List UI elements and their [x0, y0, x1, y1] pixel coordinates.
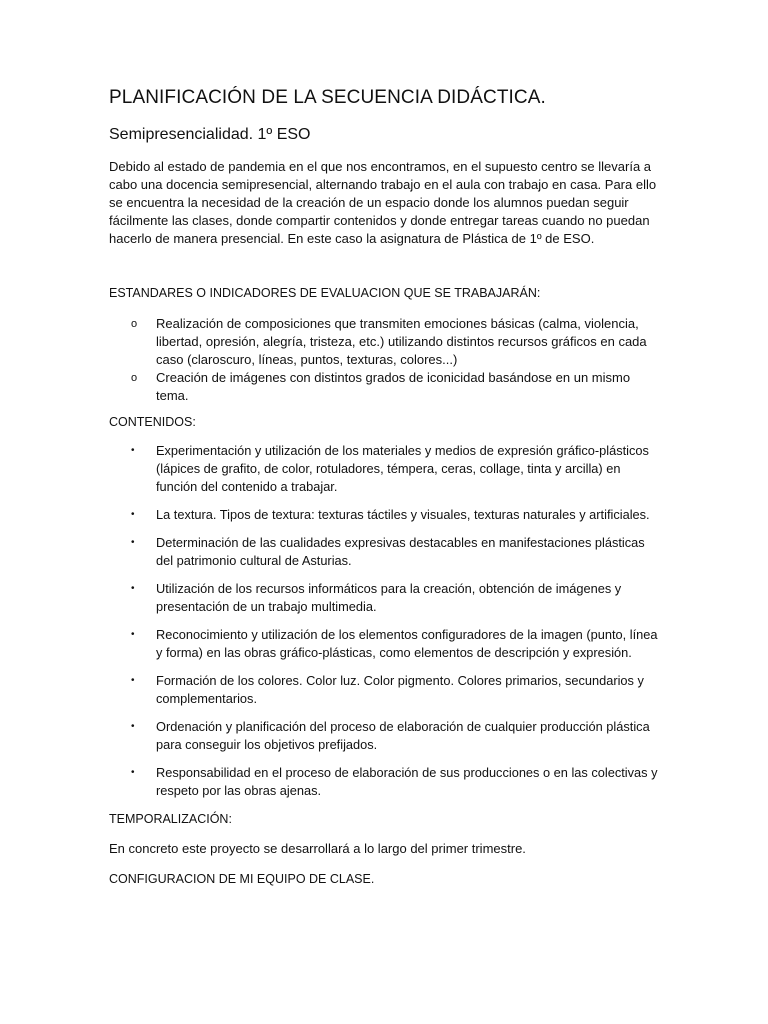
list-item [109, 369, 661, 405]
dot-bullet-icon: • [131, 537, 135, 548]
timing-text: En concreto este proyecto se desarrollará a lo largo del primer trimestre. [109, 841, 526, 856]
standards-heading: ESTANDARES O INDICADORES DE EVALUACION QUE SE TRABAJARÁN: [109, 286, 541, 300]
list-item [109, 442, 661, 496]
content-text: Formación de los colores. Color luz. Color pigmento. Colores primarios, secundarios y complementarios. [156, 673, 644, 706]
document-page [109, 86, 661, 888]
list-item [109, 580, 661, 616]
circle-bullet-icon: o [131, 318, 138, 330]
document-subtitle: Semipresencialidad. 1º ESO [109, 126, 311, 143]
standard-text: Creación de imágenes con distintos grados de iconicidad basándose en un mismo tema. [156, 370, 631, 403]
contents-list [109, 442, 661, 800]
list-item [109, 534, 661, 570]
dot-bullet-icon: • [131, 445, 135, 456]
content-text: Determinación de las cualidades expresivas destacables en manifestaciones plásticas del patrimonio cultural de Asturias. [156, 535, 645, 568]
list-item [109, 626, 661, 662]
dot-bullet-icon: • [131, 767, 135, 778]
standard-text: Realización de composiciones que transmiten emociones básicas (calma, violencia, libertad, opresión, alegría, tristeza, etc.) utilizando distintos recursos gráficos en cada caso (claroscuro, líneas, puntos, texturas, colores...) [156, 316, 647, 367]
dot-bullet-icon: • [131, 583, 135, 594]
list-item [109, 764, 661, 800]
list-item [109, 506, 661, 524]
circle-bullet-icon: o [131, 372, 138, 384]
content-text: Responsabilidad en el proceso de elaboración de sus producciones o en las colectivas y respeto por las obras ajenas. [156, 765, 658, 798]
list-item [109, 718, 661, 754]
team-heading: CONFIGURACION DE MI EQUIPO DE CLASE. [109, 872, 375, 886]
dot-bullet-icon: • [131, 721, 135, 732]
list-item [109, 672, 661, 708]
list-item [109, 315, 661, 369]
content-text: Experimentación y utilización de los materiales y medios de expresión gráfico-plásticos (lápices de grafito, de color, rotuladores, témpera, ceras, collage, tinta y arcilla) en función del contenido a trabajar. [156, 443, 649, 494]
timing-heading: TEMPORALIZACIÓN: [109, 812, 232, 826]
content-text: La textura. Tipos de textura: texturas táctiles y visuales, texturas naturales y artificiales. [156, 507, 650, 522]
dot-bullet-icon: • [131, 509, 135, 520]
dot-bullet-icon: • [131, 629, 135, 640]
content-text: Utilización de los recursos informáticos para la creación, obtención de imágenes y presentación de un trabajo multimedia. [156, 581, 622, 614]
standards-list [109, 315, 661, 405]
content-text: Ordenación y planificación del proceso de elaboración de cualquier producción plástica para conseguir los objetivos prefijados. [156, 719, 650, 752]
contents-heading: CONTENIDOS: [109, 415, 196, 429]
document-title: PLANIFICACIÓN DE LA SECUENCIA DIDÁCTICA. [109, 87, 546, 108]
intro-paragraph: Debido al estado de pandemia en el que nos encontramos, en el supuesto centro se llevaría a cabo una docencia semipresencial, alternando trabajo en el aula con trabajo en casa. Para ello se encuentra la necesidad de la creación de un espacio donde los alumnos puedan seguir fácilmente las clases, donde compartir contenidos y donde entregar tareas cuando no puedan hacerlo de manera presencial. En este caso la asignatura de Plástica de 1º de ESO. [109, 159, 657, 246]
dot-bullet-icon: • [131, 675, 135, 686]
content-text: Reconocimiento y utilización de los elementos configuradores de la imagen (punto, línea y forma) en las obras gráfico-plásticas, como elementos de descripción y expresión. [156, 627, 658, 660]
